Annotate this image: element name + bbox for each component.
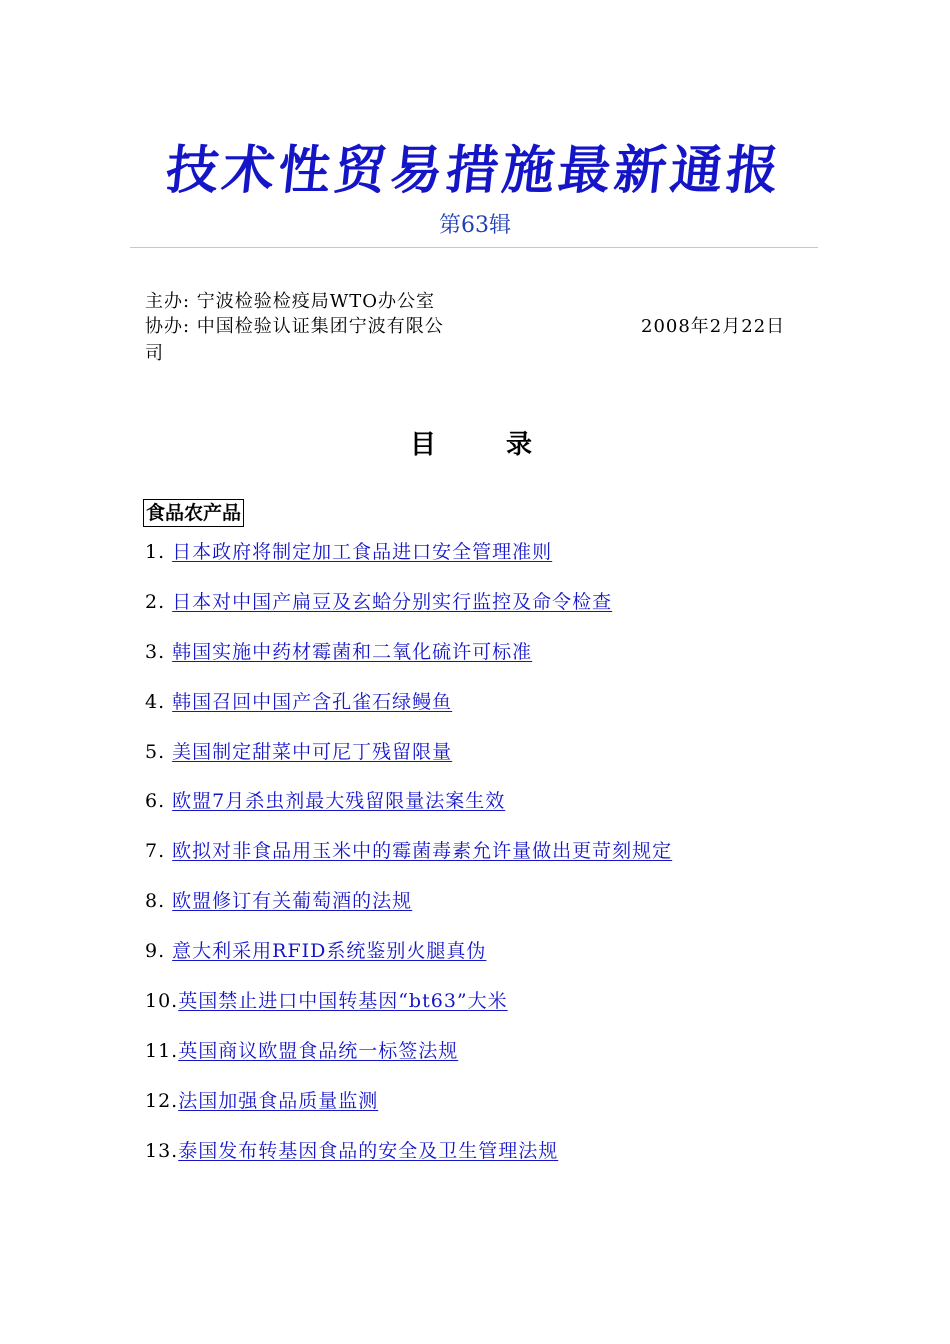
header-divider bbox=[130, 247, 818, 248]
toc-item bbox=[145, 1037, 865, 1087]
toc-item bbox=[145, 688, 865, 738]
section-label-food-agri: 食品农产品 bbox=[143, 499, 244, 527]
cohost-line-wrap: 司 bbox=[145, 343, 164, 364]
toc-list bbox=[145, 538, 865, 1187]
toc-link-1[interactable]: 日本政府将制定加工食品进口安全管理准则 bbox=[172, 541, 553, 563]
toc-link-12[interactable]: 法国加强食品质量监测 bbox=[178, 1089, 379, 1112]
toc-item-number: 4. bbox=[145, 690, 173, 713]
toc-item-number: 7. bbox=[145, 840, 173, 863]
toc-link-2[interactable]: 日本对中国产扁豆及玄蛤分别实行监控及命令检查 bbox=[172, 590, 613, 613]
bulletin-title: 技术性贸易措施最新通报 bbox=[163, 140, 786, 201]
toc-link-5[interactable]: 美国制定甜菜中可尼丁残留限量 bbox=[172, 740, 453, 763]
toc-link-8[interactable]: 欧盟修订有关葡萄酒的法规 bbox=[172, 890, 413, 913]
toc-item bbox=[145, 738, 865, 788]
toc-title: 目录 bbox=[410, 430, 603, 460]
toc-item-number: 6. bbox=[145, 790, 173, 813]
toc-item-number: 11. bbox=[145, 1039, 179, 1062]
toc-link-7[interactable]: 欧拟对非食品用玉米中的霉菌毒素允许量做出更苛刻规定 bbox=[172, 840, 673, 863]
toc-item bbox=[145, 837, 865, 887]
toc-item bbox=[145, 638, 865, 688]
toc-item-number: 12. bbox=[145, 1089, 179, 1112]
toc-item-number: 3. bbox=[145, 640, 173, 663]
publish-date: 2008年2月22日 bbox=[641, 316, 786, 337]
toc-item-number: 13. bbox=[145, 1139, 179, 1162]
toc-item-number: 8. bbox=[145, 890, 173, 913]
toc-item-number: 2. bbox=[145, 590, 173, 613]
toc-item bbox=[145, 937, 865, 987]
toc-item bbox=[145, 1087, 865, 1137]
toc-item bbox=[145, 588, 865, 638]
toc-link-6[interactable]: 欧盟7月杀虫剂最大残留限量法案生效 bbox=[172, 790, 506, 813]
toc-item-number: 9. bbox=[145, 940, 173, 963]
toc-item-number: 5. bbox=[145, 740, 173, 763]
toc-link-4[interactable]: 韩国召回中国产含孔雀石绿鳗鱼 bbox=[172, 690, 453, 713]
toc-link-3[interactable]: 韩国实施中药材霉菌和二氧化硫许可标准 bbox=[172, 640, 533, 663]
toc-item bbox=[145, 538, 865, 588]
host-line: 主办: 宁波检验检疫局WTO办公室 bbox=[145, 291, 436, 312]
toc-link-9[interactable]: 意大利采用RFID系统鉴别火腿真伪 bbox=[172, 940, 487, 963]
toc-item-number: 10. bbox=[145, 990, 179, 1013]
toc-item-number: 1. bbox=[145, 541, 173, 563]
toc-link-11[interactable]: 英国商议欧盟食品统一标签法规 bbox=[178, 1039, 459, 1062]
cohost-line: 协办: 中国检验认证集团宁波有限公 bbox=[145, 316, 444, 337]
toc-item bbox=[145, 887, 865, 937]
toc-item bbox=[145, 787, 865, 837]
toc-item bbox=[145, 1137, 865, 1187]
toc-link-13[interactable]: 泰国发布转基因食品的安全及卫生管理法规 bbox=[178, 1139, 559, 1162]
toc-item bbox=[145, 987, 865, 1037]
issue-number: 第63辑 bbox=[439, 213, 511, 238]
toc-link-10[interactable]: 英国禁止进口中国转基因“bt63”大米 bbox=[178, 990, 508, 1013]
